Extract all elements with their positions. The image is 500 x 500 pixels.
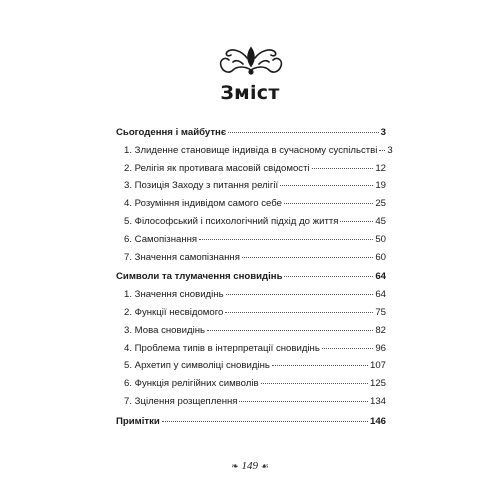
toc-chapter-entry	[116, 375, 386, 393]
toc-entry-label: 5. Філософський і психологічний підхід до життя	[124, 215, 339, 227]
toc-entry-label: 6. Функція релігійних символів	[124, 378, 259, 390]
toc-chapter-entry	[116, 393, 386, 411]
toc-section-entry	[116, 124, 386, 142]
toc-entry-page: 125	[369, 378, 386, 390]
toc-entry-page: 82	[375, 324, 386, 336]
toc-chapter-entry	[116, 340, 386, 358]
dot-leader	[340, 221, 373, 222]
toc-entry-page: 75	[375, 306, 386, 318]
dot-leader	[280, 185, 373, 186]
toc-entry-page: 3	[380, 127, 386, 138]
toc-entry-label: Символи та тлумачення сновидінь	[116, 271, 283, 283]
dot-leader	[239, 401, 368, 402]
toc-chapter-entry	[116, 357, 386, 375]
toc-chapter-entry	[116, 142, 393, 160]
toc-chapter-entry	[116, 231, 386, 249]
toc-entry-page: 107	[369, 360, 386, 372]
toc-entry-page: 96	[375, 342, 386, 354]
toc-entry-label: 2. Функції несвідомого	[124, 306, 224, 318]
toc-entry-label: 7. Значення самопізнання	[124, 251, 240, 263]
toc-entry-label: 6. Самопізнання	[124, 233, 198, 245]
toc-entry-label: 4. Розуміння індивідом самого себе	[124, 198, 282, 210]
page-number: 149	[241, 460, 258, 472]
dot-leader	[199, 239, 373, 240]
toc-chapter-entry	[116, 249, 386, 267]
toc-entry-page: 64	[375, 289, 386, 301]
toc-entry-label: Примітки	[116, 415, 160, 427]
footer-left-ornament-icon: ❧	[231, 461, 239, 471]
toc-entry-page: 3	[387, 144, 393, 156]
toc-chapter-entry	[116, 195, 386, 213]
toc-entry-page: 19	[375, 180, 386, 192]
toc-entry-page: 45	[375, 215, 386, 227]
toc-entry-page: 25	[375, 198, 386, 210]
toc-entry-label: 1. Злиденне становище індивіда в сучасному суспільстві	[124, 144, 378, 156]
page-footer	[0, 460, 500, 472]
toc-entry-page: 64	[375, 271, 386, 283]
dot-leader	[225, 312, 373, 313]
toc-section-entry	[116, 413, 386, 431]
dot-leader	[272, 365, 368, 366]
toc-entry-label: 2. Релігія як противага масовій свідомості	[124, 162, 310, 174]
toc-chapter-entry	[116, 213, 386, 231]
dot-leader	[261, 383, 368, 384]
toc-entry-label: 3. Мова сновидінь	[124, 324, 206, 336]
dot-leader	[226, 294, 374, 295]
dot-leader	[207, 330, 373, 331]
toc-entry-label: 7. Зцілення розщеплення	[124, 395, 238, 407]
toc-chapter-entry	[116, 322, 386, 340]
toc-chapter-entry	[116, 160, 386, 178]
dot-leader	[379, 150, 385, 151]
toc-chapter-entry	[116, 177, 386, 195]
footer-right-ornament-icon: ☙	[260, 461, 269, 471]
toc-entry-page: 146	[369, 415, 386, 427]
flourish-ornament-icon	[217, 42, 285, 76]
toc-entry-label: 5. Архетип у символіці сновидінь	[124, 360, 270, 372]
toc-entry-page: 134	[369, 395, 386, 407]
dot-leader	[284, 276, 373, 277]
dot-leader	[228, 132, 379, 133]
toc-entry-label: 3. Позиція Заходу з питання релігії	[124, 180, 279, 192]
dot-leader	[242, 257, 373, 258]
toc-entry-page: 60	[375, 251, 386, 263]
toc-section-entry	[116, 268, 386, 286]
dot-leader	[322, 348, 373, 349]
dot-leader	[312, 168, 374, 169]
dot-leader	[284, 203, 373, 204]
toc-chapter-entry	[116, 304, 386, 322]
toc-entry-page: 12	[375, 162, 386, 174]
toc-entry-label: 4. Проблема типів в інтерпретації сновидінь	[124, 342, 320, 354]
toc-entry-label: Сьогодення і майбутнє	[116, 127, 227, 138]
toc-chapter-entry	[116, 286, 386, 304]
table-of-contents	[116, 124, 393, 431]
toc-entry-label: 1. Значення сновидінь	[124, 289, 224, 301]
dot-leader	[162, 421, 368, 422]
toc-entry-page: 50	[375, 233, 386, 245]
page-title: Зміст	[220, 82, 280, 104]
